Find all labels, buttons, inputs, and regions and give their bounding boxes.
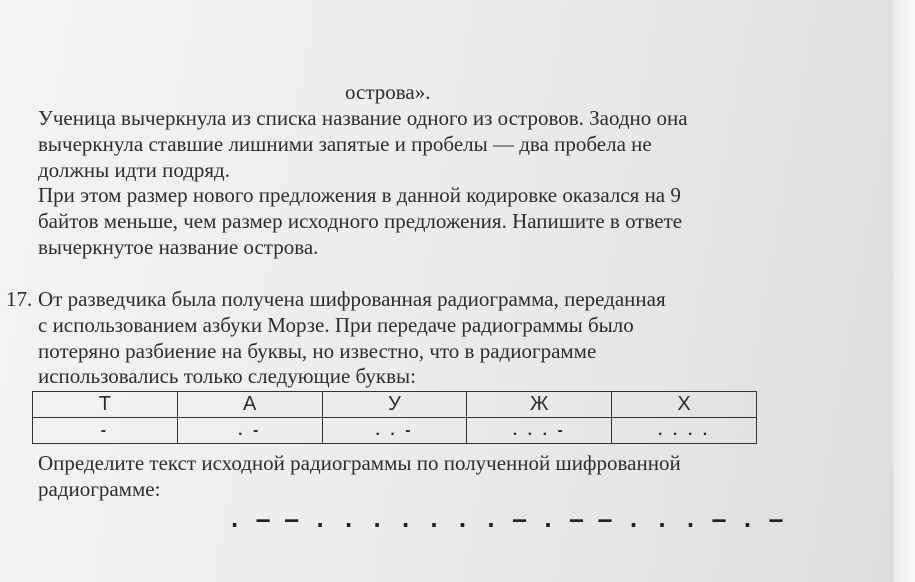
- code-cell: -: [33, 418, 178, 444]
- prev-task-line-7: вычеркнутое название острова.: [38, 235, 319, 259]
- task-number: 17.: [6, 287, 33, 311]
- prev-task-line-6: байтов меньше, чем размер исходного предложения. Напишите в ответе: [38, 209, 683, 233]
- prev-task-line-3: вычеркнула ставшие лишними запятые и пробелы — два пробела не: [38, 132, 652, 156]
- code-cell: . . . .: [612, 418, 757, 444]
- letter-cell: А: [177, 392, 322, 418]
- code-cell: . . -: [322, 418, 467, 444]
- prev-task-line-1: острова».: [345, 80, 431, 104]
- letter-cell: Х: [612, 392, 757, 418]
- page-edge: [893, 0, 915, 582]
- cipher-text: . – – . . . . . . . – . – – . . . – . –: [228, 508, 784, 533]
- letter-cell: У: [322, 392, 467, 418]
- task17-line-3: потеряно разбиение на буквы, но известно, что в радиограмме: [38, 339, 597, 363]
- morse-code-table: [32, 391, 757, 444]
- prev-task-line-5: При этом размер нового предложения в данной кодировке оказался на 9: [38, 183, 681, 207]
- task17-line-4: использовались только следующие буквы:: [38, 364, 416, 388]
- codes-row: [33, 418, 757, 444]
- letter-cell: Ж: [467, 392, 612, 418]
- letter-cell: Т: [33, 392, 178, 418]
- code-cell: . . . -: [467, 418, 612, 444]
- letters-row: [33, 392, 757, 418]
- prev-task-line-2: Ученица вычеркнула из списка название одного из островов. Заодно она: [38, 106, 688, 130]
- question-line-1: Определите текст исходной радиограммы по полученной шифрованной: [38, 451, 681, 475]
- task17-line-2: с использованием азбуки Морзе. При передаче радиограммы было: [38, 313, 634, 337]
- prev-task-line-4: должны идти подряд.: [38, 158, 230, 182]
- question-line-2: радиограмме:: [38, 477, 161, 501]
- task17-line-1: От разведчика была получена шифрованная радиограмма, переданная: [38, 287, 666, 311]
- code-cell: . -: [177, 418, 322, 444]
